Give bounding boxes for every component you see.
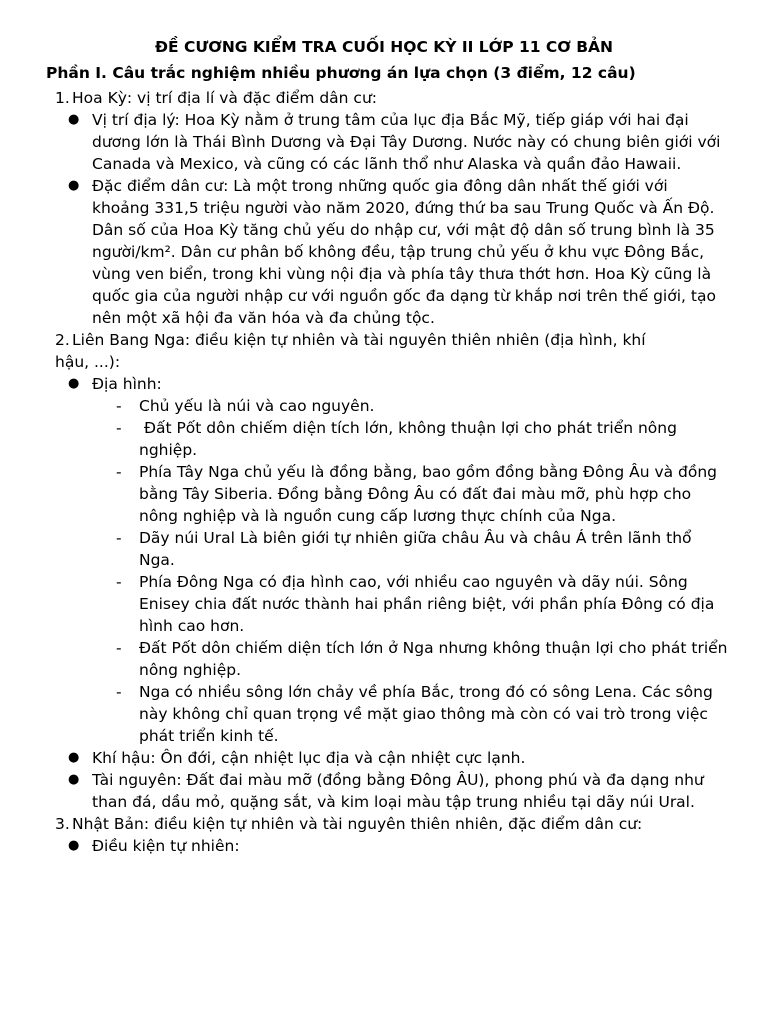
bullet-icon: ● bbox=[68, 772, 80, 787]
section-heading-text: Liên Bang Nga: điều kiện tự nhiên và tài nguyên thiên nhiên (địa hình, khí bbox=[72, 331, 646, 349]
list-item bbox=[0, 835, 768, 857]
sub-item-text: Đất Pốt dôn chiếm diện tích lớn, không thuận lợi cho phát triển nông nghiệp. bbox=[139, 419, 682, 459]
dash-icon: - bbox=[116, 529, 122, 547]
sub-item-text: Phía Đông Nga có địa hình cao, với nhiều cao nguyên và dãy núi. Sông Enisey chia đất nước thành hai phần riêng biệt, với phần phía Đông có địa hình cao hơn. bbox=[139, 573, 715, 635]
list-item bbox=[0, 109, 768, 175]
sub-list-item bbox=[0, 395, 768, 417]
bullet-icon: ● bbox=[68, 838, 80, 853]
bullet-text: Khí hậu: Ôn đới, cận nhiệt lục địa và cận nhiệt cực lạnh. bbox=[92, 749, 526, 767]
dash-icon: - bbox=[116, 463, 122, 481]
bullet-text: Vị trí địa lý: Hoa Kỳ nằm ở trung tâm của lục địa Bắc Mỹ, tiếp giáp với hai đại dương lớn là Thái Bình Dương và Đại Tây Dương. Nước này có chung biên giới với Canada và Mexico, và cũng có các lãnh thổ như Alaska và quần đảo Hawaii. bbox=[92, 111, 721, 173]
sub-item-text: Dãy núi Ural Là biên giới tự nhiên giữa châu Âu và châu Á trên lãnh thổ Nga. bbox=[139, 529, 692, 569]
list-item bbox=[0, 175, 768, 329]
list-item bbox=[0, 769, 768, 813]
section-heading-text: Nhật Bản: điều kiện tự nhiên và tài nguyên thiên nhiên, đặc điểm dân cư: bbox=[72, 815, 643, 833]
bullet-icon: ● bbox=[68, 112, 80, 127]
bullet-text: Điều kiện tự nhiên: bbox=[92, 837, 240, 855]
dash-icon: - bbox=[116, 397, 122, 415]
list-item bbox=[0, 747, 768, 769]
dash-icon: - bbox=[116, 683, 122, 701]
section-number: 3. bbox=[55, 815, 70, 833]
list-item bbox=[0, 373, 768, 395]
dash-icon: - bbox=[116, 639, 122, 657]
section-heading-continuation: hậu, ...): bbox=[55, 353, 121, 371]
sub-list-item bbox=[0, 461, 768, 527]
dash-icon: - bbox=[116, 573, 122, 591]
bullet-icon: ● bbox=[68, 750, 80, 765]
section-number: 1. bbox=[55, 89, 70, 107]
bullet-text: Tài nguyên: Đất đai màu mỡ (đồng bằng Đông ÂU), phong phú và đa dạng như than đá, dầu mỏ, quặng sắt, và kim loại màu tập trung nhiều tại dãy núi Ural. bbox=[92, 771, 704, 811]
sub-item-text: Chủ yếu là núi và cao nguyên. bbox=[139, 397, 375, 415]
section-heading-text: Hoa Kỳ: vị trí địa lí và đặc điểm dân cư: bbox=[72, 89, 377, 107]
sub-list-item bbox=[0, 681, 768, 747]
document-title: ĐỀ CƯƠNG KIỂM TRA CUỐI HỌC KỲ II LỚP 11 CƠ BẢN bbox=[154, 38, 614, 56]
sub-item-text: Đất Pốt dôn chiếm diện tích lớn ở Nga nhưng không thuận lợi cho phát triển nông nghiệp. bbox=[139, 639, 728, 679]
section-3-heading bbox=[0, 813, 768, 835]
sub-list-item bbox=[0, 417, 768, 461]
document-body bbox=[0, 87, 768, 857]
section-2-heading bbox=[0, 329, 768, 373]
sub-list-item bbox=[0, 571, 768, 637]
sub-item-text: Nga có nhiều sông lớn chảy về phía Bắc, trong đó có sông Lena. Các sông này không chỉ quan trọng về mặt giao thông mà còn có vai trò trong việc phát triển kinh tế. bbox=[139, 683, 713, 745]
dash-icon: - bbox=[116, 419, 122, 437]
section-number: 2. bbox=[55, 331, 70, 349]
bullet-text: Địa hình: bbox=[92, 375, 162, 393]
section-1-heading bbox=[0, 87, 768, 109]
sub-list-item bbox=[0, 637, 768, 681]
sub-item-text: Phía Tây Nga chủ yếu là đồng bằng, bao gồm đồng bằng Đông Âu và đồng bằng Tây Siberia. Đồng bằng Đông Âu có đất đai màu mỡ, phù hợp cho nông nghiệp và là nguồn cung cấp lương thực chính của Nga. bbox=[139, 463, 718, 525]
sub-list-item bbox=[0, 527, 768, 571]
part-heading: Phần I. Câu trắc nghiệm nhiều phương án lựa chọn (3 điểm, 12 câu) bbox=[46, 64, 636, 82]
bullet-text: Đặc điểm dân cư: Là một trong những quốc gia đông dân nhất thế giới với khoảng 331,5 triệu người vào năm 2020, đứng thứ ba sau Trung Quốc và Ấn Độ. Dân số của Hoa Kỳ tăng chủ yếu do nhập cư, với mật độ dân số trung bình là 35 người/km². Dân cư phân bố không đều, tập trung chủ yếu ở khu vực Đông Bắc, vùng ven biển, trong khi vùng nội địa và phía tây thưa thớt hơn. Hoa Kỳ cũng là quốc gia của người nhập cư với nguồn gốc đa dạng từ khắp nơi trên thế giới, tạo nên một xã hội đa văn hóa và đa chủng tộc. bbox=[92, 177, 716, 327]
bullet-icon: ● bbox=[68, 376, 80, 391]
bullet-icon: ● bbox=[68, 178, 80, 193]
